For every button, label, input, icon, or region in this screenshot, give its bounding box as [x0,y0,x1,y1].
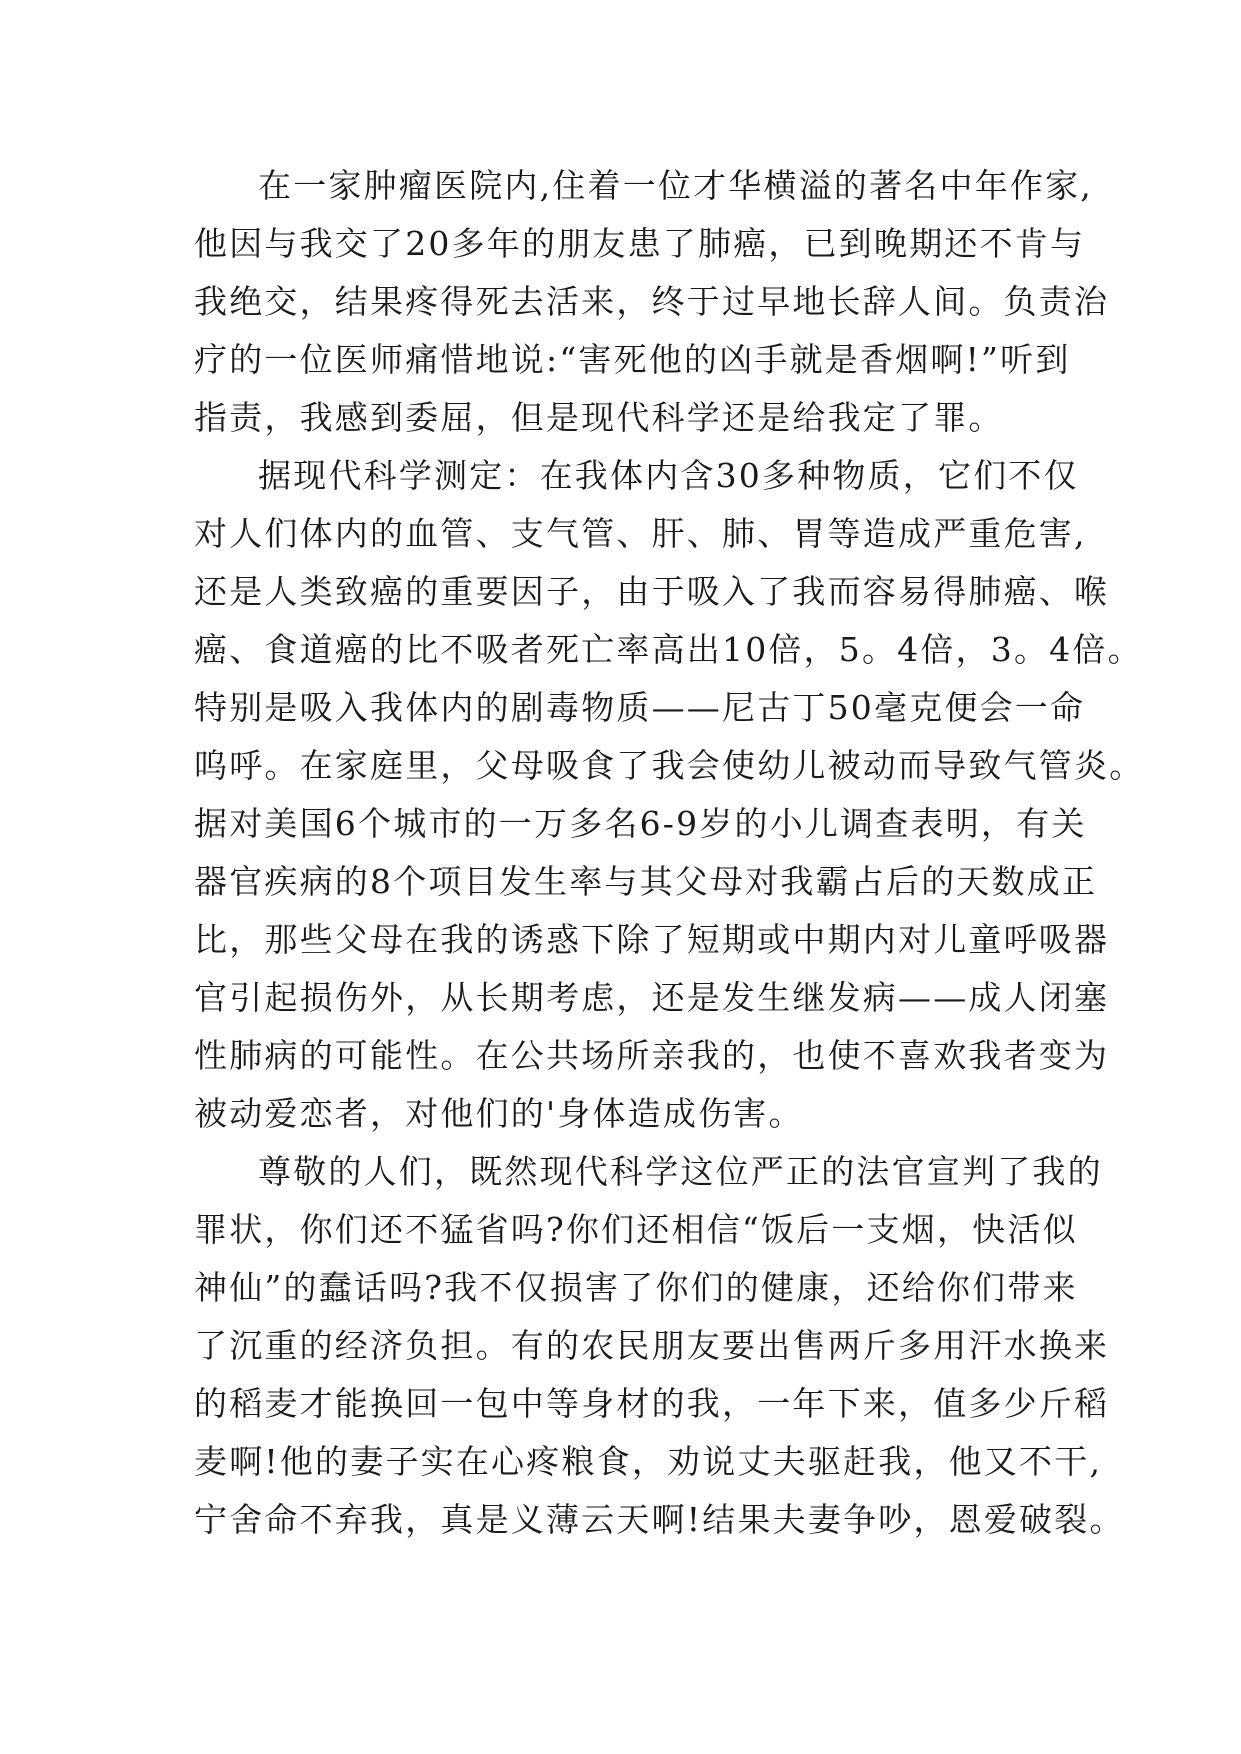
paragraph-2-line-11: 性肺病的可能性。在公共场所亲我的，也使不喜欢我者变为 [194,1036,1110,1075]
paragraph-1-line-2: 他因与我交了20多年的朋友患了肺癌，已到晚期还不肯与 [194,224,1086,263]
paragraph-3-line-7: 宁舍命不弃我，真是义薄云天啊!结果夫妻争吵，恩爱破裂。 [194,1500,1125,1539]
paragraph-2-line-4: 癌、食道癌的比不吸者死亡率高出10倍，5。4倍，3。4倍。 [194,630,1143,669]
paragraph-2-line-9: 比，那些父母在我的诱惑下除了短期或中期内对儿童呼吸器 [194,920,1110,959]
paragraph-1-line-4: 疗的一位医师痛惜地说:“害死他的凶手就是香烟啊!”听到 [194,340,1071,379]
paragraph-1-line-1: 在一家肿瘤医院内,住着一位才华横溢的著名中年作家, [258,166,1093,205]
paragraph-2-line-3: 还是人类致癌的重要因子，由于吸入了我而容易得肺癌、喉 [194,572,1110,611]
paragraph-2-line-1: 据现代科学测定：在我体内含30多种物质，它们不仅 [258,456,1079,495]
paragraph-2-line-6: 呜呼。在家庭里，父母吸食了我会使幼儿被动而导致气管炎。 [194,746,1145,785]
paragraph-2-line-7: 据对美国6个城市的一万多名6-9岁的小儿调查表明，有关 [194,804,1087,843]
paragraph-3-line-1: 尊敬的人们，既然现代科学这位严正的法官宣判了我的 [258,1152,1103,1191]
paragraph-3-line-6: 麦啊!他的妻子实在心疼粮食，劝说丈夫驱赶我，他又不干, [194,1442,1103,1481]
paragraph-3-line-5: 的稻麦才能换回一包中等身材的我，一年下来，值多少斤稻 [194,1384,1110,1423]
paragraph-2-line-2: 对人们体内的血管、支气管、肝、肺、胃等造成严重危害, [194,514,1087,553]
paragraph-3-line-3: 神仙”的蠢话吗?我不仅损害了你们的健康，还给你们带来 [194,1268,1078,1307]
paragraph-3-line-2: 罪状，你们还不猛省吗?你们还相信“饭后一支烟，快活似 [194,1210,1078,1249]
paragraph-2-line-5: 特别是吸入我体内的剧毒物质——尼古丁50毫克便会一命 [194,688,1086,727]
paragraph-3-line-4: 了沉重的经济负担。有的农民朋友要出售两斤多用汗水换来 [194,1326,1110,1365]
paragraph-2-line-12: 被动爱恋者，对他们的'身体造成伤害。 [194,1094,804,1133]
paragraph-1-line-3: 我绝交，结果疼得死去活来，终于过早地长辞人间。负责治 [194,282,1110,321]
paragraph-2-line-10: 官引起损伤外，从长期考虑，还是发生继发病——成人闭塞 [194,978,1110,1017]
paragraph-1-line-5: 指责，我感到委屈，但是现代科学还是给我定了罪。 [194,398,1004,437]
paragraph-2-line-8: 器官疾病的8个项目发生率与其父母对我霸占后的天数成正 [194,862,1098,901]
